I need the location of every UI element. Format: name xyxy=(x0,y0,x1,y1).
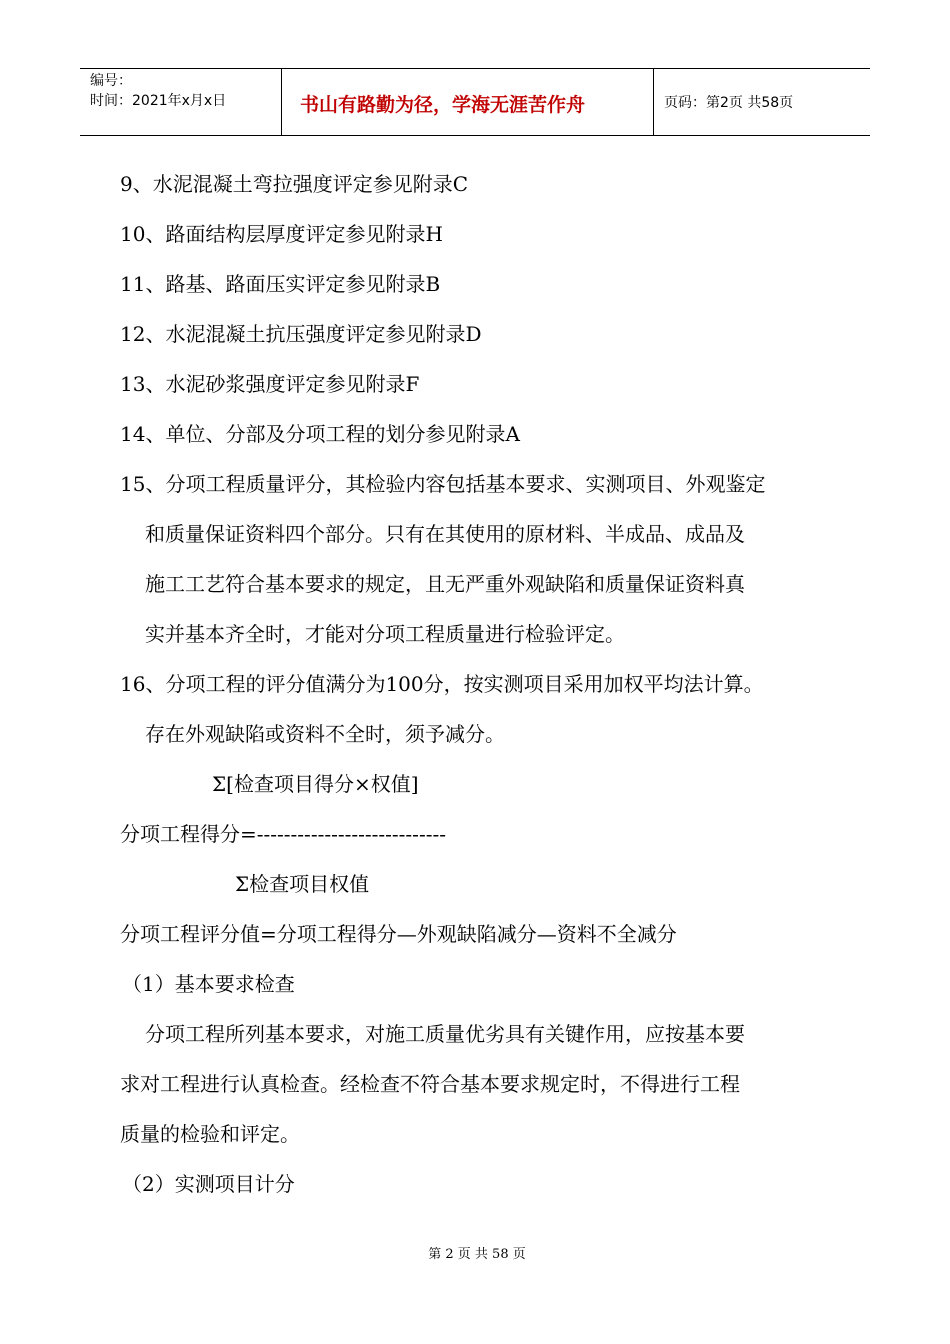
page-footer xyxy=(0,1246,950,1264)
page-header xyxy=(80,68,870,136)
paragraph-line: 求对工程进行认真检查。经检查不符合基本要求规定时，不得进行工程 xyxy=(120,1072,740,1096)
paragraph-line: 存在外观缺陷或资料不全时，须予减分。 xyxy=(145,722,505,746)
paragraph-line: 实并基本齐全时，才能对分项工程质量进行检验评定。 xyxy=(145,622,625,646)
paragraph-line: 分项工程评分值=分项工程得分—外观缺陷减分—资料不全减分 xyxy=(120,922,677,946)
header-meta-cell xyxy=(80,69,282,135)
paragraph-line: 和质量保证资料四个部分。只有在其使用的原材料、半成品、成品及 xyxy=(145,522,745,546)
paragraph-line: 施工工艺符合基本要求的规定，且无严重外观缺陷和质量保证资料真 xyxy=(145,572,745,596)
paragraph-line: 16、分项工程的评分值满分为100分，按实测项目采用加权平均法计算。 xyxy=(120,672,764,696)
document-time-label: 时间：2021年x月x日 xyxy=(90,93,227,109)
paragraph-line: 13、水泥砂浆强度评定参见附录F xyxy=(120,372,420,396)
paragraph-line: 分项工程所列基本要求，对施工质量优劣具有关键作用，应按基本要 xyxy=(145,1022,745,1046)
header-motto: 书山有路勤为径，学海无涯苦作舟 xyxy=(282,69,654,135)
paragraph-line: 10、路面结构层厚度评定参见附录H xyxy=(120,222,443,246)
paragraph-line: 15、分项工程质量评分，其检验内容包括基本要求、实测项目、外观鉴定 xyxy=(120,472,766,496)
paragraph-line: 9、水泥混凝土弯拉强度评定参见附录C xyxy=(120,172,469,196)
section-heading: （1）基本要求检查 xyxy=(122,972,295,996)
paragraph-line: 11、路基、路面压实评定参见附录B xyxy=(120,272,441,296)
paragraph-line: 质量的检验和评定。 xyxy=(120,1122,300,1146)
section-heading: （2）实测项目计分 xyxy=(122,1172,295,1196)
formula-numerator: Σ[检查项目得分×权值] xyxy=(212,772,419,796)
paragraph-line: 12、水泥混凝土抗压强度评定参见附录D xyxy=(120,322,482,346)
formula-line: 分项工程得分=---------------------------- xyxy=(120,822,446,846)
formula-denominator: Σ检查项目权值 xyxy=(235,872,370,896)
paragraph-line: 14、单位、分部及分项工程的划分参见附录A xyxy=(120,422,520,446)
footer-page-number: 第 2 页 共 58 页 xyxy=(428,1247,526,1262)
document-number-label: 编号： xyxy=(90,73,132,89)
header-page-info: 页码：第2页 共58页 xyxy=(664,95,794,111)
